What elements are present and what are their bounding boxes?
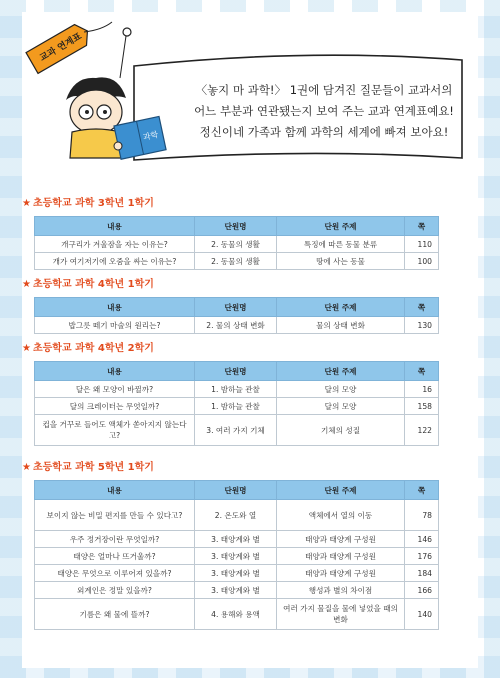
cell-content: 보이지 않는 비밀 편지를 만들 수 있다고? [35, 500, 195, 531]
cell-topic: 땅에 사는 동물 [277, 253, 405, 270]
cell-topic: 물의 상태 변화 [277, 317, 405, 334]
header-unit: 단원명 [195, 298, 277, 317]
cell-topic: 태양과 태양계 구성원 [277, 565, 405, 582]
table-row [35, 415, 439, 446]
cell-page: 110 [405, 236, 439, 253]
cell-content: 우주 정거장이란 무엇일까? [35, 531, 195, 548]
section-title: 초등학교 과학 4학년 2학기 [32, 343, 154, 354]
table-row [35, 253, 439, 270]
table-header-row [35, 481, 439, 500]
cell-unit: 3. 여러 가지 기체 [195, 415, 277, 446]
header-content: 내용 [35, 298, 195, 317]
cell-unit: 3. 태양계와 별 [195, 565, 277, 582]
table-row [35, 236, 439, 253]
header-unit: 단원명 [195, 362, 277, 381]
header-topic: 단원 주제 [277, 298, 405, 317]
header-content: 내용 [35, 217, 195, 236]
curriculum-table [34, 297, 439, 334]
intro-line: 어느 부분과 연관됐는지 보여 주는 교과 연계표예요! [194, 104, 454, 118]
header-topic: 단원 주제 [277, 217, 405, 236]
section-grade3-sem1 [22, 197, 448, 270]
header-topic: 단원 주제 [277, 362, 405, 381]
table-row [35, 531, 439, 548]
table-row [35, 317, 439, 334]
section-title: 초등학교 과학 4학년 1학기 [32, 279, 154, 290]
section-grade5-sem1 [22, 461, 448, 630]
header-page: 쪽 [405, 298, 439, 317]
cell-page: 100 [405, 253, 439, 270]
header-page: 쪽 [405, 481, 439, 500]
header-topic: 단원 주제 [277, 481, 405, 500]
cell-page: 184 [405, 565, 439, 582]
cell-topic: 액체에서 열의 이동 [277, 500, 405, 531]
cell-unit: 3. 태양계와 별 [195, 548, 277, 565]
table-header-row [35, 298, 439, 317]
cell-topic: 달의 모양 [277, 381, 405, 398]
curriculum-table [34, 216, 439, 270]
cell-page: 158 [405, 398, 439, 415]
cell-unit: 3. 태양계와 별 [195, 582, 277, 599]
cell-unit: 4. 용해와 용액 [195, 599, 277, 630]
cell-page: 78 [405, 500, 439, 531]
intro-banner [14, 8, 470, 168]
table-row [35, 565, 439, 582]
cell-content: 태양은 얼마나 뜨거울까? [35, 548, 195, 565]
cell-page: 122 [405, 415, 439, 446]
table-row [35, 599, 439, 630]
cell-topic: 행성과 별의 차이점 [277, 582, 405, 599]
section-grade4-sem2 [22, 342, 448, 446]
cell-page: 166 [405, 582, 439, 599]
table-header-row [35, 217, 439, 236]
table-row [35, 398, 439, 415]
cell-content: 개구리가 겨울잠을 자는 이유는? [35, 236, 195, 253]
intro-text [174, 80, 474, 143]
table-row [35, 381, 439, 398]
section-title: 초등학교 과학 5학년 1학기 [32, 462, 154, 473]
header-unit: 단원명 [195, 481, 277, 500]
cell-topic: 특징에 따른 동물 분류 [277, 236, 405, 253]
cell-unit: 2. 물의 상태 변화 [195, 317, 277, 334]
section-title: 초등학교 과학 3학년 1학기 [32, 198, 154, 209]
cell-topic: 태양과 태양계 구성원 [277, 548, 405, 565]
cell-page: 130 [405, 317, 439, 334]
header-unit: 단원명 [195, 217, 277, 236]
star-icon: ★ [22, 462, 31, 473]
header-page: 쪽 [405, 217, 439, 236]
cell-page: 140 [405, 599, 439, 630]
cell-content: 개가 여기저기에 오줌을 싸는 이유는? [35, 253, 195, 270]
table-row [35, 582, 439, 599]
cell-topic: 기체의 성질 [277, 415, 405, 446]
cell-topic: 태양과 태양계 구성원 [277, 531, 405, 548]
header-page: 쪽 [405, 362, 439, 381]
star-icon: ★ [22, 198, 31, 209]
cell-page: 146 [405, 531, 439, 548]
cell-unit: 2. 동물의 생활 [195, 253, 277, 270]
cell-topic: 여러 가지 물질을 물에 넣었을 때의 변화 [277, 599, 405, 630]
cell-content: 컵을 거꾸로 들어도 액체가 쏟아지지 않는다고? [35, 415, 195, 446]
cell-topic: 달의 모양 [277, 398, 405, 415]
cell-content: 밥그릇 떼기 마술의 원리는? [35, 317, 195, 334]
cell-content: 달의 크레이터는 무엇일까? [35, 398, 195, 415]
table-row [35, 548, 439, 565]
curriculum-table [34, 361, 439, 446]
cell-unit: 1. 밤하늘 관찰 [195, 381, 277, 398]
table-header-row [35, 362, 439, 381]
star-icon: ★ [22, 279, 31, 290]
cell-unit: 3. 태양계와 별 [195, 531, 277, 548]
intro-line: 정신이네 가족과 함께 과학의 세계에 빠져 보아요! [199, 125, 449, 139]
star-icon: ★ [22, 343, 31, 354]
cell-content: 태양은 무엇으로 이루어져 있을까? [35, 565, 195, 582]
intro-line: 〈놓지 마 과학!〉 1권에 담겨진 질문들이 교과서의 [195, 83, 453, 97]
cell-content: 달은 왜 모양이 바뀔까? [35, 381, 195, 398]
header-content: 내용 [35, 481, 195, 500]
curriculum-table [34, 480, 439, 630]
cell-content: 외계인은 정말 있을까? [35, 582, 195, 599]
table-row [35, 500, 439, 531]
cell-content: 기름은 왜 물에 뜰까? [35, 599, 195, 630]
cell-unit: 1. 밤하늘 관찰 [195, 398, 277, 415]
section-grade4-sem1 [22, 278, 448, 334]
tag-label: 교과 연계표 [38, 31, 84, 64]
header-content: 내용 [35, 362, 195, 381]
cell-page: 176 [405, 548, 439, 565]
cell-unit: 2. 온도와 열 [195, 500, 277, 531]
cell-unit: 2. 동물의 생활 [195, 236, 277, 253]
book-text: 과학 [142, 130, 160, 143]
cell-page: 16 [405, 381, 439, 398]
